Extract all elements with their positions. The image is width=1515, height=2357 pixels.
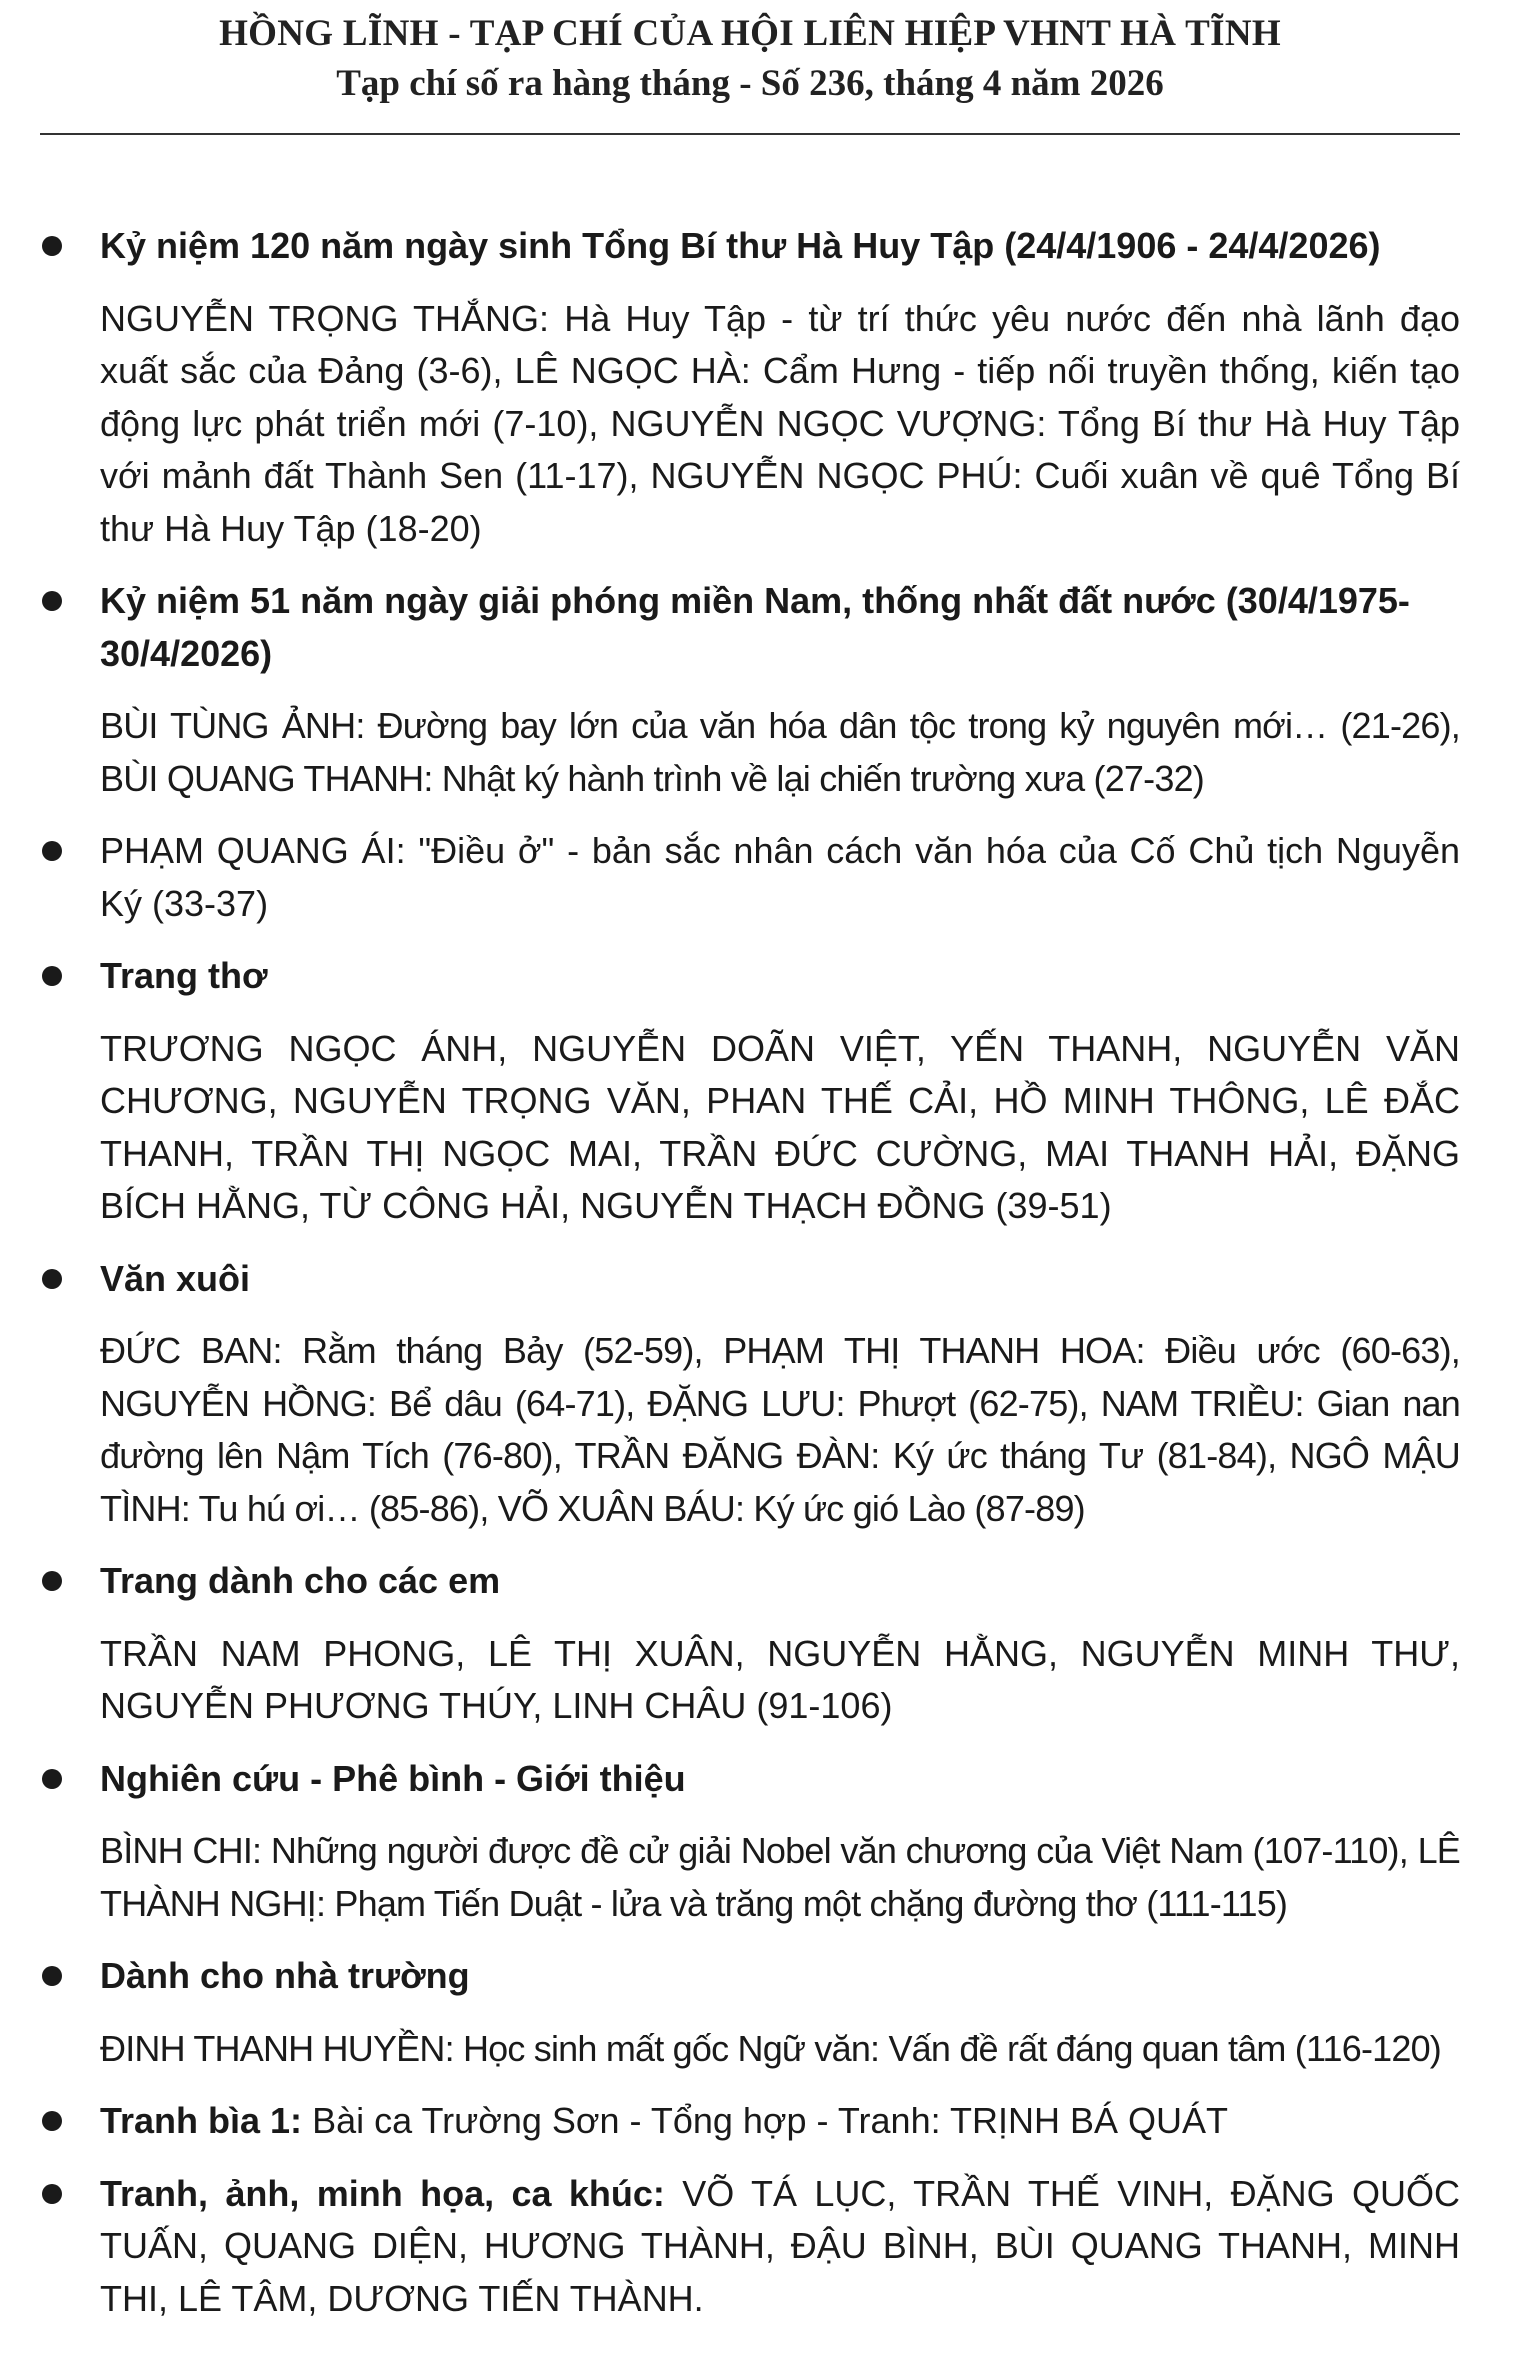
bullet-icon — [42, 1966, 62, 1986]
bullet-icon — [42, 1571, 62, 1591]
section-entries: BÙI TÙNG ẢNH: Đường bay lớn của văn hóa dân tộc trong kỷ nguyên mới… (21-26), BÙI QUANG THANH: Nhật ký hành trình về lại chiến trường xưa (27-32) — [100, 705, 1460, 799]
section-title: Dành cho nhà trường — [100, 1955, 470, 1996]
toc-section-ha-huy-tap — [40, 220, 1460, 555]
section-title: Trang thơ — [100, 955, 268, 996]
bullet-icon — [42, 2184, 62, 2204]
section-entries: TRƯƠNG NGỌC ÁNH, NGUYỄN DOÃN VIỆT, YẾN THANH, NGUYỄN VĂN CHƯƠNG, NGUYỄN TRỌNG VĂN, PHAN THẾ CẢI, HỒ MINH THÔNG, LÊ ĐẮC THANH, TRẦN THỊ NGỌC MAI, TRẦN ĐỨC CƯỜNG, MAI THANH HẢI, ĐẶNG BÍCH HẰNG, TỪ CÔNG HẢI, NGUYỄN THẠCH ĐỒNG (39-51) — [100, 1027, 1460, 1226]
section-entries: BÌNH CHI: Những người được đề cử giải Nobel văn chương của Việt Nam (107-110), LÊ THÀNH NGHỊ: Phạm Tiến Duật - lửa và trăng một chặng đường thơ (111-115) — [100, 1830, 1460, 1924]
section-title: Kỷ niệm 51 năm ngày giải phóng miền Nam, thống nhất đất nước (30/4/1975-30/4/2026) — [100, 580, 1410, 674]
toc-entry-tranh-anh — [40, 2168, 1460, 2326]
bullet-icon — [42, 591, 62, 611]
entry-label: Tranh, ảnh, minh họa, ca khúc: — [100, 2172, 665, 2214]
section-title: Văn xuôi — [100, 1257, 251, 1299]
issue-info: Tạp chí số ra hàng tháng - Số 236, tháng 4 năm 2026 — [336, 63, 1164, 104]
bullet-icon — [42, 966, 62, 986]
section-entries: ĐINH THANH HUYỀN: Học sinh mất gốc Ngữ văn: Vấn đề rất đáng quan tâm (116-120) — [100, 2027, 1441, 2069]
toc-section-nha-truong — [40, 1950, 1460, 2075]
toc-section-van-xuoi — [40, 1253, 1460, 1536]
entry-label: Tranh bìa 1: — [100, 2100, 303, 2141]
bullet-icon — [42, 1769, 62, 1789]
entry-text: PHẠM QUANG ÁI: "Điều ở" - bản sắc nhân cách văn hóa của Cố Chủ tịch Nguyễn Ký (33-37) — [100, 830, 1460, 924]
toc-section-trang-cac-em — [40, 1555, 1460, 1733]
section-title: Nghiên cứu - Phê bình - Giới thiệu — [100, 1757, 686, 1799]
toc-entry-pham-quang-ai — [40, 825, 1460, 930]
magazine-title: HỒNG LĨNH - TẠP CHÍ CỦA HỘI LIÊN HIỆP VHNT HÀ TĨNH — [219, 13, 1281, 54]
entry-value: Bài ca Trường Sơn - Tổng hợp - Tranh: TRỊNH BÁ QUÁT — [312, 2100, 1228, 2141]
toc-entry-tranh-bia — [40, 2095, 1460, 2148]
toc-section-nghien-cuu — [40, 1753, 1460, 1931]
section-title: Kỷ niệm 120 năm ngày sinh Tổng Bí thư Hà Huy Tập (24/4/1906 - 24/4/2026) — [100, 225, 1381, 266]
section-entries: NGUYỄN TRỌNG THẮNG: Hà Huy Tập - từ trí thức yêu nước đến nhà lãnh đạo xuất sắc của Đảng (3-6), LÊ NGỌC HÀ: Cẩm Hưng - tiếp nối truyền thống, kiến tạo động lực phát triển mới (7-10), NGUYỄN NGỌC VƯỢNG: Tổng Bí thư Hà Huy Tập với mảnh đất Thành Sen (11-17), NGUYỄN NGỌC PHÚ: Cuối xuân về quê Tổng Bí thư Hà Huy Tập (18-20) — [100, 297, 1460, 549]
bullet-icon — [42, 1269, 62, 1289]
entry-text — [100, 2095, 1460, 2148]
section-entries: ĐỨC BAN: Rằm tháng Bảy (52-59), PHẠM THỊ THANH HOA: Điều ước (60-63), NGUYỄN HỒNG: Bể dâu (64-71), ĐẶNG LƯU: Phượt (62-75), NAM TRIỀU: Gian nan đường lên Nậm Tích (76-80), TRẦN ĐĂNG ĐÀN: Ký ức tháng Tư (81-84), NGÔ MẬU TÌNH: Tu hú ơi… (85-86), VÕ XUÂN BÁU: Ký ức gió Lào (87-89) — [100, 1330, 1460, 1529]
entry-text — [100, 2168, 1460, 2326]
toc-section-giai-phong-mien-nam — [40, 575, 1460, 805]
bullet-icon — [42, 2111, 62, 2131]
table-of-contents — [40, 220, 1460, 2345]
bullet-icon — [42, 841, 62, 861]
masthead — [40, 0, 1460, 135]
toc-section-trang-tho — [40, 950, 1460, 1233]
entry-value: VÕ TÁ LỤC, TRẦN THẾ VINH, ĐẶNG QUỐC TUẤN, QUANG DIỆN, HƯƠNG THÀNH, ĐẬU BÌNH, BÙI QUANG THANH, MINH THI, LÊ TÂM, DƯƠNG TIẾN THÀNH. — [100, 2172, 1460, 2319]
bullet-icon — [42, 236, 62, 256]
section-title: Trang dành cho các em — [100, 1560, 501, 1601]
section-entries: TRẦN NAM PHONG, LÊ THỊ XUÂN, NGUYỄN HẰNG, NGUYỄN MINH THƯ, NGUYỄN PHƯƠNG THÚY, LINH CHÂU (91-106) — [100, 1632, 1460, 1726]
